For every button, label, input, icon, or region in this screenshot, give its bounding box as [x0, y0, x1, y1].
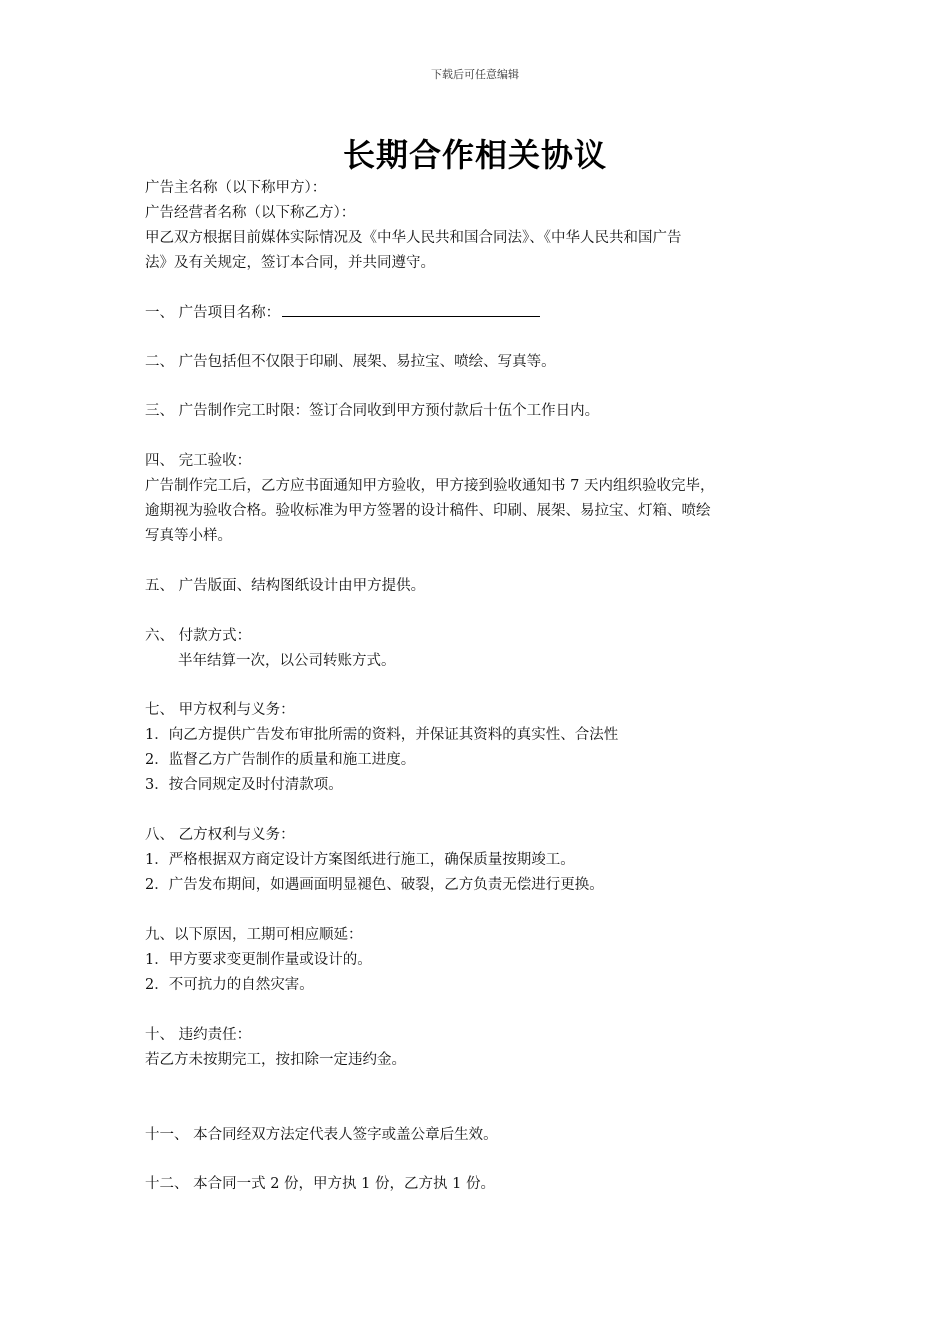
clause-1-project-name	[145, 302, 540, 323]
header-note: 下载后可任意编辑	[431, 68, 519, 81]
clause-1-label: 一、 广告项目名称：	[145, 305, 281, 321]
clause-5: 五、 广告版面、结构图纸设计由甲方提供。	[145, 578, 426, 594]
preamble-line-1: 甲乙双方根据目前媒体实际情况及《中华人民共和国合同法》、《中华人民共和国广告	[145, 230, 682, 246]
party-b-name-line: 广告经营者名称（以下称乙方）：	[145, 205, 356, 221]
document-title: 长期合作相关协议	[342, 136, 607, 174]
clause-4-heading: 四、 完工验收：	[145, 453, 252, 469]
clause-2: 二、 广告包括但不仅限于印刷、展架、易拉宝、喷绘、写真等。	[145, 354, 556, 370]
clause-3: 三、 广告制作完工时限：签订合同收到甲方预付款后十伍个工作日内。	[145, 403, 600, 419]
clause-9-item-1: 1．甲方要求变更制作量或设计的。	[145, 952, 372, 968]
clause-11: 十一、 本合同经双方法定代表人签字或盖公章后生效。	[145, 1127, 498, 1143]
clause-8-heading: 八、 乙方权利与义务：	[145, 827, 295, 843]
clause-10-text: 若乙方未按期完工，按扣除一定违约金。	[145, 1052, 406, 1068]
clause-6-heading: 六、 付款方式：	[145, 628, 252, 644]
clause-7-heading: 七、 甲方权利与义务：	[145, 702, 295, 718]
clause-8-item-2: 2．广告发布期间，如遇画面明显褪色、破裂，乙方负责无偿进行更换。	[145, 877, 604, 893]
clause-7-item-1: 1．向乙方提供广告发布审批所需的资料，并保证其资料的真实性、合法性	[145, 727, 619, 743]
clause-9-item-2: 2．不可抗力的自然灾害。	[145, 977, 314, 993]
party-a-name-line: 广告主名称（以下称甲方）：	[145, 180, 327, 196]
clause-6-text: 半年结算一次，以公司转账方式。	[178, 653, 396, 669]
clause-9-heading: 九、以下原因，工期可相应顺延：	[145, 927, 363, 943]
clause-12: 十二、 本合同一式 2 份，甲方执 1 份，乙方执 1 份。	[145, 1176, 495, 1192]
clause-8-item-1: 1．严格根据双方商定设计方案图纸进行施工，确保质量按期竣工。	[145, 852, 575, 868]
preamble-line-2: 法》及有关规定，签订本合同，并共同遵守。	[145, 255, 435, 271]
clause-4-text-3: 写真等小样。	[145, 528, 232, 544]
clause-7-item-2: 2．监督乙方广告制作的质量和施工进度。	[145, 752, 416, 768]
clause-10-heading: 十、 违约责任：	[145, 1027, 252, 1043]
clause-4-text-1: 广告制作完工后，乙方应书面通知甲方验收，甲方接到验收通知书 7 天内组织验收完毕，	[145, 478, 715, 494]
clause-4-text-2: 逾期视为验收合格。验收标准为甲方签署的设计稿件、印刷、展架、易拉宝、灯箱、喷绘	[145, 503, 711, 519]
clause-7-item-3: 3．按合同规定及时付清款项。	[145, 777, 343, 793]
project-name-blank	[282, 302, 540, 317]
